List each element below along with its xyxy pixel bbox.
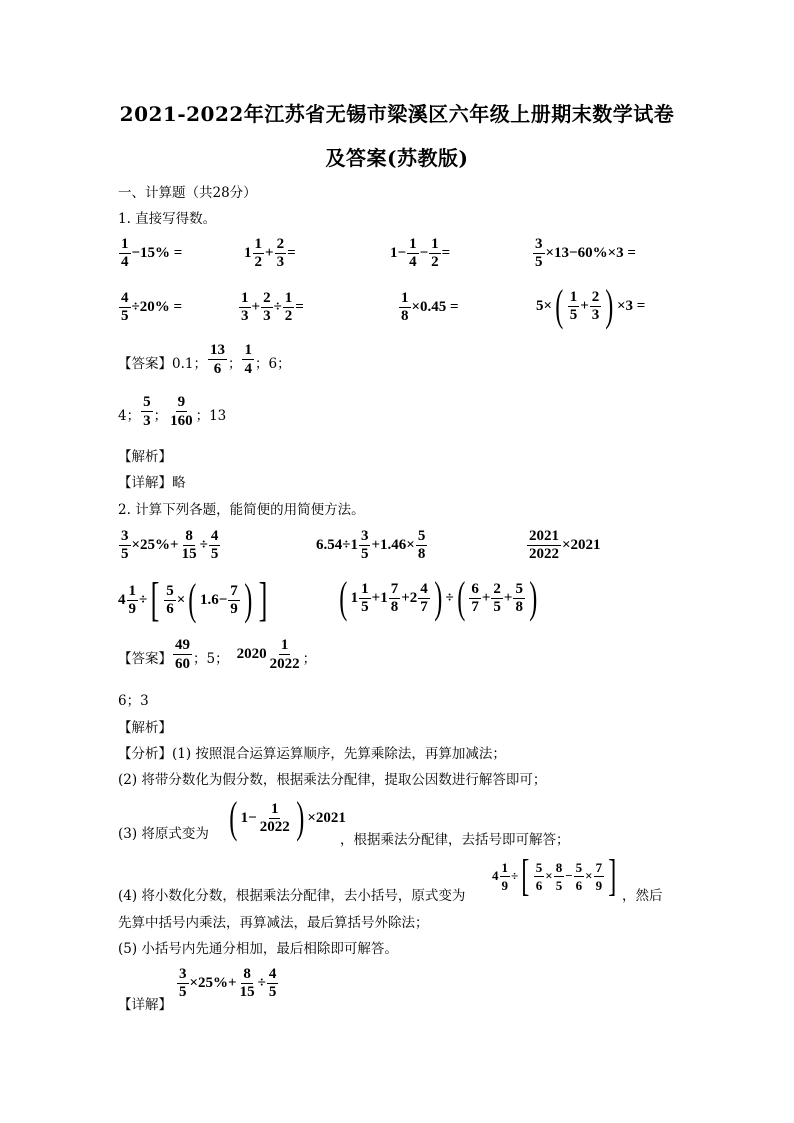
question-1-prompt: 1. 直接写得数。 — [118, 211, 217, 227]
q2-analysis-line5: 先算中括号内乘法，再算减法，最后算括号外除法； — [118, 915, 429, 931]
q2-analysis-line3-post: ，根据乘法分配律，去括号即可解答； — [340, 832, 570, 848]
q2-detail-label: 【详解】 — [118, 997, 172, 1013]
q1-expr-b: 1 $\frac{1}{2}$ + $\frac{2}{3}$ = — [244, 236, 296, 270]
q2-expr-1: $\frac{3}{5}$ ×25%+ $\frac{8}{15}$ ÷ $\frac{4}{5}$ — [121, 528, 219, 562]
q2-analysis-line1: 【分析】(1) 按照混合运算运算顺序，先算乘除法，再算加减法； — [118, 746, 506, 762]
q2-answer-line1: 【答案】 $\frac{49}{60}$ ；5； 2020 $\frac{1}{2022}$ ； — [118, 637, 317, 672]
q2-analysis-label: 【解析】 — [118, 720, 172, 736]
q2-analysis-line3-expr: ( 1− $\frac{1}{2022}$ ) ×2021 — [229, 793, 346, 842]
q1-answer-line1: 【答案】 0.1； $\frac{13}{6}$ ； $\frac{1}{4}$ ；6； — [118, 342, 291, 377]
q2-analysis-line4-post: ，然后 — [622, 888, 663, 904]
doc-title-line1: 2021-2022年江苏省无锡市梁溪区六年级上册期末数学试卷 — [119, 102, 675, 126]
q1-expr-c: 1− $\frac{1}{4}$ − $\frac{1}{2}$ = — [390, 236, 451, 270]
q2-expr-3: $\frac{2021}{2022}$ ×2021 — [529, 528, 601, 562]
q1-expr-e: $\frac{4}{5}$ ÷20% = — [121, 290, 183, 324]
q2-analysis-line3-pre: (3) 将原式变为 — [118, 826, 209, 842]
q1-expr-f: $\frac{1}{3}$ + $\frac{2}{3}$ ÷ $\frac{1}{2}$ = — [241, 290, 304, 324]
q2-analysis-line4-pre: (4) 将小数化分数，根据乘法分配律，去小括号，原式变为 — [118, 888, 466, 904]
q2-expr-5: ( 1 $\frac{1}{5}$ +1 $\frac{7}{8}$ +2 $\frac{4}{7}$ ) ÷ ( $\frac{6}{7}$ + $\frac{2}{5}$ + $\frac{5}{8}$ ) — [339, 573, 538, 622]
q1-detail: 【详解】略 — [118, 475, 186, 491]
q2-analysis-line4-expr: 4 $\frac{1}{9}$ ÷ [ $\frac{5}{6}$ × $\frac{8}{5}$ − $\frac{5}{6}$ × $\frac{7}{9}$ ] — [492, 851, 617, 900]
q2-analysis-line6: (5) 小括号内先通分相加，最后相除即可解答。 — [118, 941, 398, 957]
q1-expr-g: $\frac{1}{8}$ ×0.45 = — [401, 290, 459, 324]
q1-expr-d: $\frac{3}{5}$ ×13−60%×3 = — [535, 236, 636, 270]
q2-expr-2: 6.54÷1 $\frac{3}{5}$ +1.46× $\frac{5}{8}$ — [316, 528, 426, 562]
q2-analysis-line2: (2) 将带分数化为假分数，根据乘法分配律，提取公因数进行解答即可； — [118, 772, 547, 788]
question-2-prompt: 2. 计算下列各题，能简便的用简便方法。 — [118, 502, 365, 518]
q1-analysis-label: 【解析】 — [118, 449, 172, 465]
section-heading: 一、计算题（共28分） — [118, 185, 257, 201]
q1-expr-a: $\frac{1}{4}$ −15% = — [121, 236, 183, 270]
q1-expr-h: 5× ( $\frac{1}{5}$ + $\frac{2}{3}$ ) ×3 = — [536, 281, 646, 330]
q1-answer-line2: 4； $\frac{5}{3}$ ； $\frac{9}{160}$ ；13 — [118, 394, 227, 429]
q2-detail-expr: $\frac{3}{5}$ ×25%+ $\frac{8}{15}$ ÷ $\frac{4}{5}$ — [179, 966, 277, 1000]
doc-title-line2: 及答案(苏教版) — [325, 146, 469, 170]
q2-expr-4: 4 $\frac{1}{9}$ ÷ [ $\frac{5}{6}$ × ( 1.6− $\frac{7}{9}$ ) ] — [118, 573, 268, 626]
q2-answer-line2: 6；3 — [118, 693, 149, 709]
